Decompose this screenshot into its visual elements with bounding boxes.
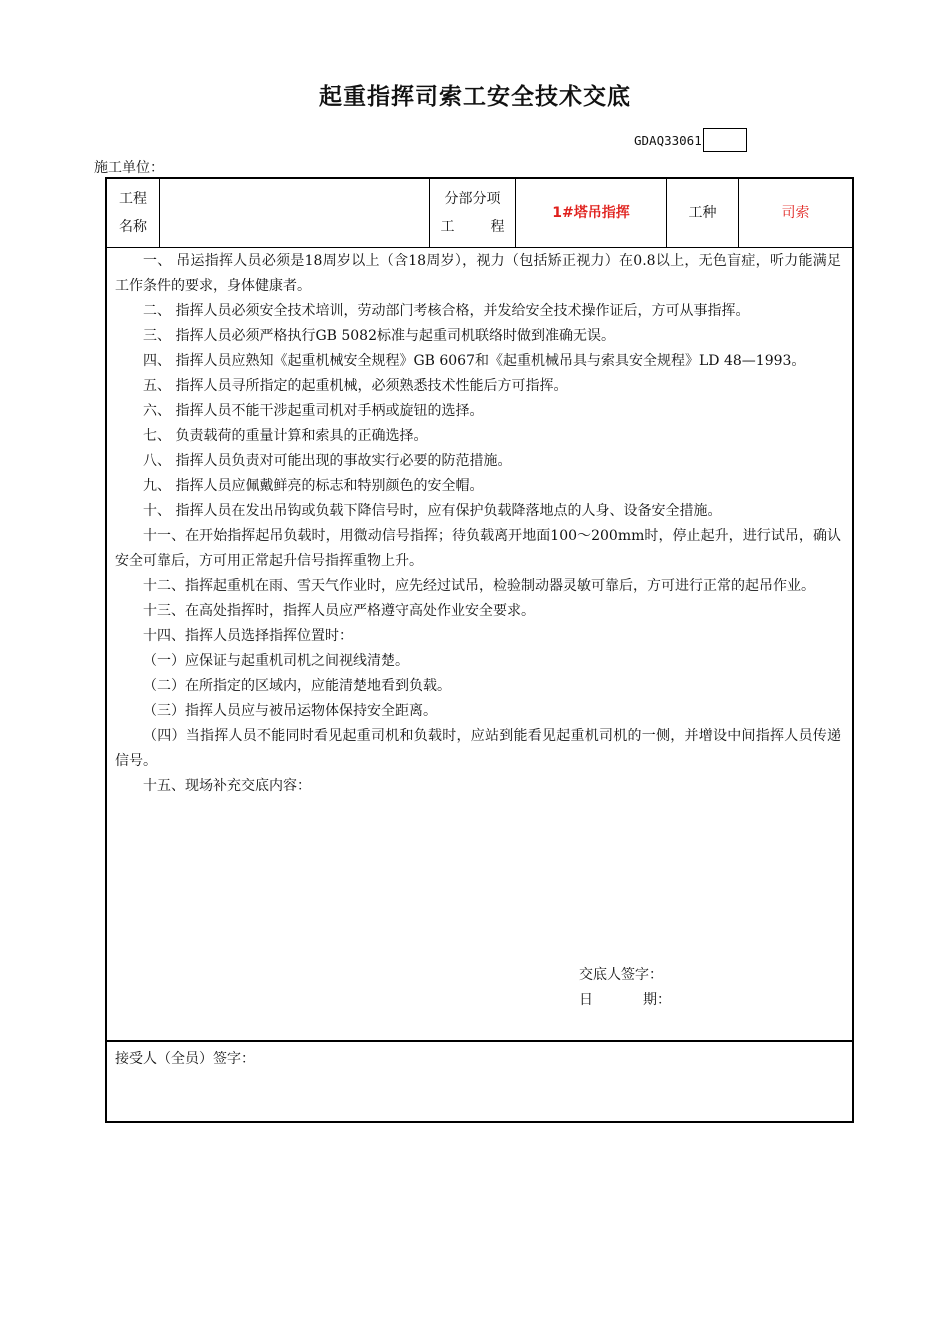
document-code bbox=[634, 128, 747, 152]
signature-block bbox=[579, 963, 671, 1013]
clause-paragraph: 十五、现场补充交底内容： bbox=[143, 778, 311, 794]
disclosure-form bbox=[105, 177, 854, 1123]
clause-paragraph: 二、 指挥人员必须安全技术培训，劳动部门考核合格，并发给安全技术操作证后，方可从事指挥。 bbox=[143, 303, 750, 319]
discloser-signature-label: 交底人签字： bbox=[579, 967, 663, 983]
clause-paragraph: 十、 指挥人员在发出吊钩或负载下降信号时，应有保护负载降落地点的人身、设备安全措施。 bbox=[143, 503, 722, 519]
clause-paragraph: 三、 指挥人员必须严格执行GB 5082标准与起重司机联络时做到准确无误。 bbox=[143, 328, 615, 344]
trade-value: 司索 bbox=[781, 205, 810, 221]
clause-paragraph: 五、 指挥人员寻所指定的起重机械，必须熟悉技术性能后方可指挥。 bbox=[143, 378, 568, 394]
clause-paragraph: 七、 负责载荷的重量计算和索具的正确选择。 bbox=[143, 428, 428, 444]
clause-paragraph: 八、 指挥人员负责对可能出现的事故实行必要的防范措施。 bbox=[143, 453, 512, 469]
project-name-label-line2: 名称 bbox=[119, 219, 147, 235]
clause-paragraph: 九、 指挥人员应佩戴鲜亮的标志和特别颜色的安全帽。 bbox=[143, 478, 484, 494]
date-label-char2: 期： bbox=[643, 992, 671, 1008]
clause-paragraph: 四、 指挥人员应熟知《起重机械安全规程》GB 6067和《起重机械吊具与索具安全规程》LD 48—1993。 bbox=[143, 353, 806, 369]
date-label-char1: 日 bbox=[579, 992, 593, 1008]
clause-paragraph: 十二、指挥起重机在雨、雪天气作业时，应先经过试吊，检验制动器灵敏可靠后，方可进行正常的起吊作业。 bbox=[143, 578, 815, 594]
document-code-text: GDAQ33061 bbox=[634, 132, 702, 148]
sub-clause-paragraph: （三）指挥人员应与被吊运物体保持安全距离。 bbox=[143, 703, 437, 719]
clause-paragraph: 十四、指挥人员选择指挥位置时： bbox=[143, 628, 353, 644]
clause-paragraph: 一、 吊运指挥人员必须是18周岁以上（含18周岁），视力（包括矫正视力）在0.8以上，无色盲症，听力能满足工作条件的要求，身体健康者。 bbox=[115, 253, 841, 294]
receiver-signature-label: 接受人（全员）签字： bbox=[115, 1051, 255, 1067]
sub-clause-paragraph: （四）当指挥人员不能同时看见起重司机和负载时，应站到能看见起重机司机的一侧，并增设中间指挥人员传递信号。 bbox=[115, 728, 841, 769]
clause-paragraph: 六、 指挥人员不能干涉起重司机对手柄或旋钮的选择。 bbox=[143, 403, 484, 419]
clause-paragraph: 十一、在开始指挥起吊负载时，用微动信号指挥；待负载离开地面100～200mm时，停止起升，进行试吊，确认安全可靠后，方可用正常起升信号指挥重物上升。 bbox=[115, 528, 841, 569]
trade-label: 工种 bbox=[688, 205, 717, 221]
sub-project-label-char2: 程 bbox=[490, 219, 505, 235]
disclosure-content bbox=[115, 249, 841, 799]
document-title: 起重指挥司索工安全技术交底 bbox=[319, 84, 631, 110]
sub-project-value-cell bbox=[516, 179, 667, 247]
sub-project-label-cell bbox=[430, 179, 516, 247]
sub-project-label-line1: 分部分项 bbox=[444, 191, 501, 207]
construction-unit-label: 施工单位： bbox=[94, 160, 164, 176]
project-name-label-cell bbox=[107, 179, 160, 247]
sub-project-value: 1#塔吊指挥 bbox=[552, 205, 630, 221]
project-name-value-cell bbox=[160, 179, 430, 247]
receiver-signature-section bbox=[107, 1040, 852, 1123]
date-row bbox=[579, 988, 671, 1013]
sub-project-label-line2 bbox=[441, 213, 505, 241]
sub-project-label-char1: 工 bbox=[440, 219, 455, 235]
trade-label-cell bbox=[667, 179, 739, 247]
clause-paragraph: 十三、在高处指挥时，指挥人员应严格遵守高处作业安全要求。 bbox=[143, 603, 535, 619]
document-code-box bbox=[703, 128, 747, 152]
sub-clause-paragraph: （一）应保证与起重机司机之间视线清楚。 bbox=[143, 653, 409, 669]
sub-clause-paragraph: （二）在所指定的区域内，应能清楚地看到负载。 bbox=[143, 678, 451, 694]
trade-value-cell bbox=[739, 179, 852, 247]
form-header-row bbox=[107, 179, 852, 248]
project-name-label-line1: 工程 bbox=[119, 191, 147, 207]
